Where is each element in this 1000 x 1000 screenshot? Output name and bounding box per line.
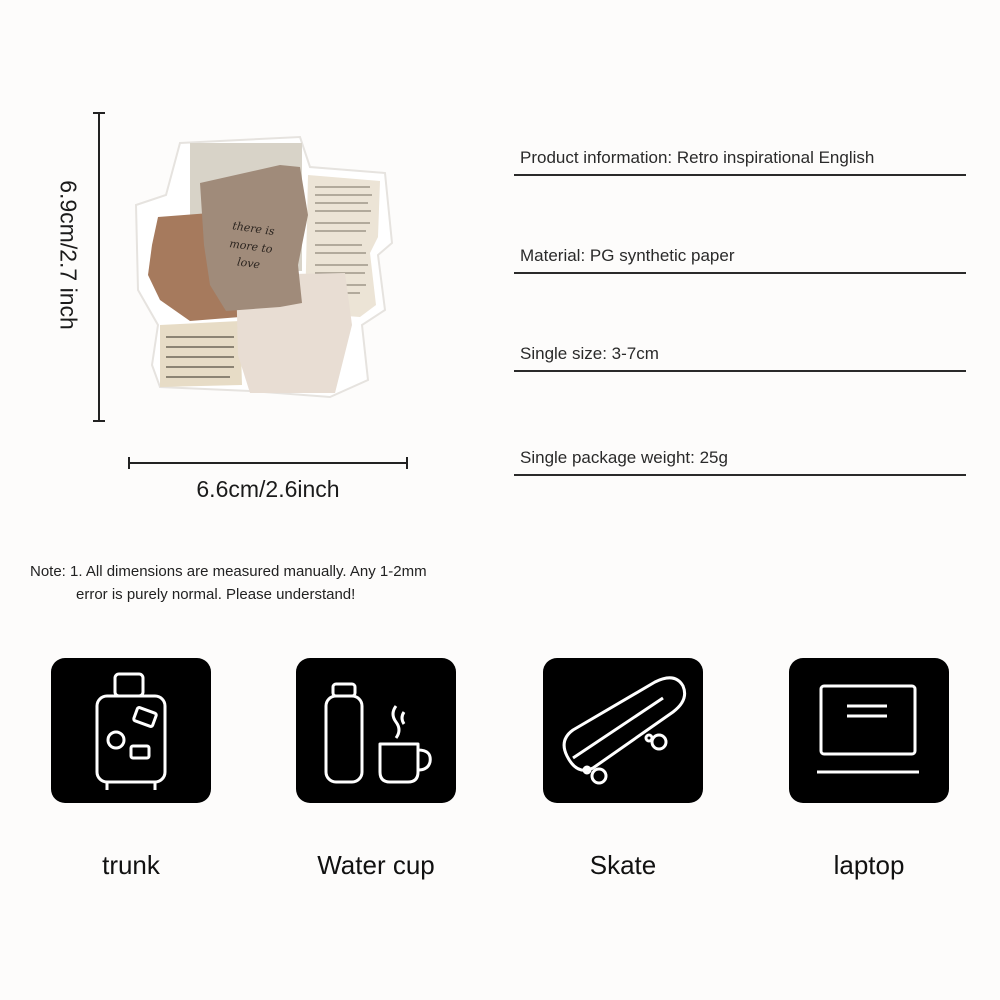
- suitcase-icon: [51, 658, 211, 803]
- skate-label: Skate: [589, 850, 657, 880]
- height-dimension-label: 6.9cm/2.7 inch: [55, 180, 82, 330]
- weight-information: Single package weight: 25g: [514, 446, 966, 476]
- skateboard-icon: [543, 658, 703, 803]
- laptop-icon: [789, 658, 949, 803]
- water-cup-label: Water cup: [317, 850, 435, 880]
- water-cup-tile: [296, 658, 456, 803]
- skate-tile: [543, 658, 703, 803]
- measurement-note: [30, 560, 480, 606]
- water-cup-icon: [296, 658, 456, 803]
- sticker-quote-line: love: [236, 255, 261, 272]
- sticker-quote: [213, 215, 290, 277]
- sticker-quote-line: there is: [231, 219, 276, 239]
- note-line: error is purely normal. Please understand!: [76, 586, 356, 603]
- material-information: Material: PG synthetic paper: [514, 244, 966, 274]
- product-information: Product information: Retro inspirational English: [514, 146, 966, 176]
- trunk-label: trunk: [102, 850, 160, 880]
- laptop-label: laptop: [833, 850, 905, 880]
- sticker-image: [130, 125, 400, 415]
- trunk-tile: [51, 658, 211, 803]
- note-line: Note: 1. All dimensions are measured manually. Any 1-2mm: [30, 563, 427, 580]
- height-dimension-line: [98, 112, 100, 422]
- size-information: Single size: 3-7cm: [514, 342, 966, 372]
- sticker-quote-line: more to: [228, 236, 274, 256]
- width-dimension-label: 6.6cm/2.6inch: [196, 476, 340, 502]
- laptop-tile: [789, 658, 949, 803]
- width-dimension-line: [128, 462, 408, 464]
